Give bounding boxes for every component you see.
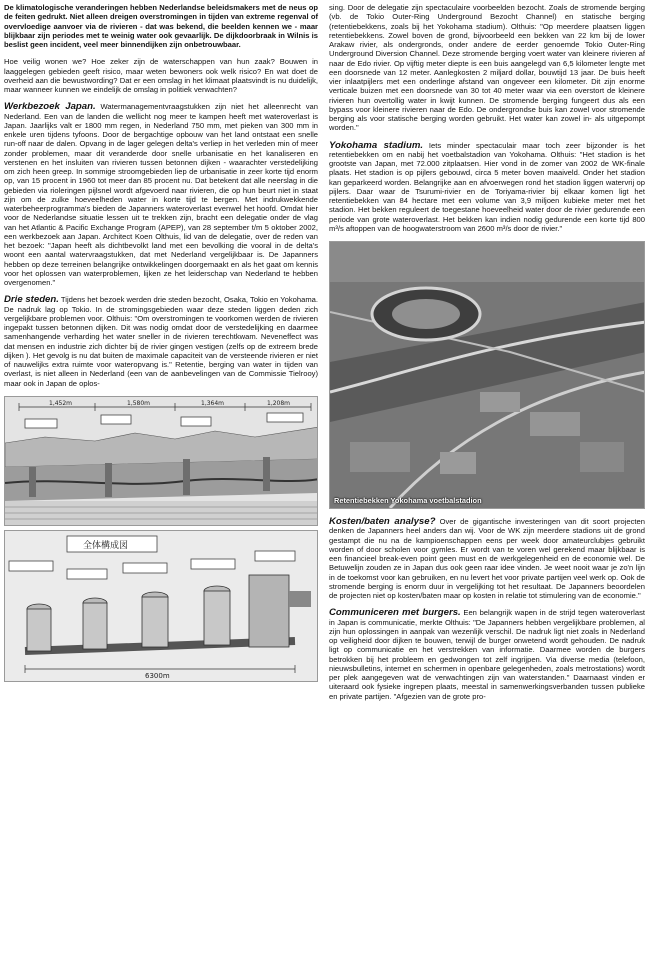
section-kosten (329, 517, 645, 600)
intro-paragraph: De klimatologische veranderingen hebben Nederlandse beleidsmakers met de neus op de feiten gedrukt. Niet alleen dreigen overstromingen in tijden van extreme regenval of overvloedige aanvoer via de rivieren - dat was bekend, die beelden kennen we - maar blijkbaar zijn periodes met te weinig water ook gevaarlijk. De dijkdoorbraak in Wilnis is beslist geen incident, veel meer binnendijken zijn onbetrouwbaar. (4, 3, 318, 49)
distance-label-3: 1,364m (201, 399, 225, 407)
total-length-label: 6300m (145, 671, 170, 680)
photo-caption: Retentiebekken Yokohama voetbalstadion (334, 495, 482, 505)
overall-structure-diagram (4, 530, 318, 682)
questions-paragraph: Hoe veilig wonen we? Hoe zeker zijn de waterschappen van hun zaak? Bouwen in laaggelegen gebieden geeft risico, maar weten bewoners ook welk risico? En wat doet de overheid aan die bewustwording? Dat er een omslag in het klimaat plaatsvindt is nu duidelijk, maar wanneer kunnen we eindelijk de omslag in politiek verwachten? (4, 57, 318, 94)
section-werkbezoek (4, 102, 318, 287)
text-drie-steden: Tijdens het bezoek werden drie steden bezocht, Osaka, Tokio en Yokohama. De nadruk lag op Tokio. In de stromingsgebieden waar deze steden liggen deden zich vergelijkbare problemen voor. Olthuis: "Om overstromingen te voorkomen werden de rivieren ingepakt tussen betonnen dijken. Dit was nodig omdat door de verstedelijking en daarmee samenhangende verharding het water sneller in de rivieren terechtkwam. Neveneffect was dat mensen en industrie zich dichter bij de rivier gingen vestigen (zelfs op de extreem brede dijken ). Het gevolg is nu dat buiten de maximale capaciteit van de versteende rivieren er niet of nauwelijks extra ruimte voor wateropvang is." Retentie, berging van water in tijden van overlast, is niet alleen in Nederland (een van de aanbevelingen van de Commissie Tielrooy) maar ook in Japan de oplos- (4, 295, 318, 388)
section-drie-steden (4, 295, 318, 388)
heading-drie-steden: Drie steden. (4, 294, 59, 306)
distance-label-2: 1,580m (127, 399, 151, 407)
right-column (329, 0, 645, 709)
distance-label-4: 1,208m (267, 399, 291, 407)
heading-kosten: Kosten/baten analyse? (329, 516, 436, 527)
section-yokohama (329, 141, 645, 234)
heading-yokohama: Yokohama stadium. (329, 139, 424, 151)
continuation-paragraph: sing. Door de delegatie zijn spectaculaire voorbeelden bezocht. Zoals de stromende berging (vb. de Tokio Outer-Ring Underground Bezocht Channel) en statische berging (retentiebekkens, zoals bij het Yokohama stadium). Olthuis: "Op meerdere plaatsen liggen retentiebekkens. Zowel boven de grond, bijvoorbeeld een bekken van 22 km bij de lower Arakaw rivier, als ondergronds, onder andere de eerder genoemde Tokio Outer-Ring Underground Diversion Channel. Deze stromende berging voert water van kleinere rivieren af naar de Edo rivier. Op vijftig meter diepte is een buis aangelegd van 6,5 kilometer lengte met een doorsnede van 12 meter. Aanlegkosten 2 miljard dollar, bouwtijd 13 jaar. De buis heeft vier inlaatpijlers met een onderlinge afstand van ongeveer een kilometer. Dit zijn enorme verticale buizen met een doorsnede van 30 tot 40 meter waar via een overstort de kleinere rivieren hun overtollig water in kwijt kunnen. De stromende berging fungeert dus als een bypass voor kleinere rivieren naar de Edo. De ondergrondse buis kan zowel voor stromende berging als voor statische berging worden gebruikt. Het water kan zowel in- als uitgepompt worden." (329, 3, 645, 133)
text-yokohama: Iets minder spectaculair maar toch zeer bijzonder is het retentiebekken om en nabij het voetbalstadion van Yokohama. Olthuis: "Het stadion is het grootste van Japan, met 72.000 zitplaatsen. Hier vond in de zomer van 2002 de WK-finale plaats. Het stadion is op pijlers gebouwd, circa 5 meter boven maaiveld. Onder het stadion kan geparkeerd worden. Belangrijke aan en afvoerwegen rond het stadion liggen watervrij op pijlers. Daar waar de Tsurumi-rivier en de Toriyama-rivier bij elkaar komen ligt het retentiebekken van 84 hectare met een volume van 3,9 miljoen kubieke meter met het stadion. Het bekken reguleert de toegestane hoeveelheid water door de rivier gedurende een periode van grote wateroverlast. Het bekken kan indien nodig gedurende een korte tijd 800 m³/s aftoppen van de hoogwaterstroom van 2600 m³/s door de rivier." (329, 140, 645, 233)
text-kosten: Over de gigantische investeringen van dit soort projecten denken de Japanners heel anders dan wij. Voor de WK zijn meerdere stadions uit de grond gestampt die nu na de kampioenschappen eens per week door amateurclubjes gebruikt worden of door scholen voor gymles. Er wordt van te voren wel gerekend maar blijkbaar is een financieel break-even point geen must en de werkgelegenheid en de economie wel. De Betuwelijn zouden ze in Japan dus ook geen raar idee vinden. Je weet nooit waar je zo'n lijn in de toekomst voor kan gebruiken, en nu levert het voor private partijen veel werk op. Ook de stromende berging is enorm duur in vergelijking tot het resultaat. De Japanners beoordelen de projecten niet op kosten/baten maar op kosten in relatie tot stimulering van de economie." (329, 517, 645, 600)
heading-werkbezoek: Werkbezoek Japan. (4, 101, 96, 113)
section-burgers (329, 608, 645, 701)
distance-label-1: 1,452m (49, 399, 73, 407)
diagram-title: 全体構成図 (83, 540, 129, 551)
text-burgers: Een belangrijk wapen in de strijd tegen wateroverlast in Japan is communicatie, merkte Olthuis: "De Japanners hebben vergelijkbare problemen, al zijn hun oplossingen in aanpak van wezenlijk verschil. De nadruk ligt niet zoals in Nederland op veiligheid door dijken te bouwen, terwijl de burger onwetend wordt gehouden. De nadruk ligt op communicatie en het verstrekken van informatie. Daarmee worden de burgers betrokken bij het probleem en gedwongen tot zelf ingrijpen. Via diverse media (telefoon, nieuwsbulletins, internet en schermen in openbare gelegenheden, zoals metrostations) wordt per plek aangegeven wat de verwachtingen zijn van waterstanden." Daarnaast vinden er uiteraard ook fysieke ingrepen plaats, meestal in samenwerkingsverbanden tussen publieke en private partijen. "Afgezien van de grote pro- (329, 608, 645, 701)
text-werkbezoek: Watermanagementvraagstukken zijn niet het alleenrecht van Nederland. Een van de landen die wellicht nog meer te kampen heeft met wateroverlast is Japan. Jaarlijks valt er 1800 mm regen, in Nederland 750 mm, met pieken van 300 mm in enkele uren tijdens tyfoons. Door de bergachtige opbouw van het land ontstaat een snelle run-off naar de dalen. Opvang in de lager gelegen delta's verliep in het verleden min of meer zonder problemen, maar dit veranderde door snelle urbanisatie en het kanaliseren en verstenen en het insluiten van rivieren tussen betonnen dijken - waarachter verstedelijking om zich heen greep. In sommige stroomgebieden liep de urbanisatie in zeer korte tijd enorm op, van 15 procent in 1960 tot meer dan 85 procent nu. Dat betekent dat alle neerslag in die gebieden via rioleringen pijlsnel wordt afgevoerd naar rivieren, die op hun beurt niet in staat zijn om de zulke hoeveelheden water in korte tijd te bergen. Met indrukwekkende waterbeheerprogramma's bieden de Japanners wateroverlast evenwel het hoofd. Omdat hier voor de Nederlandse situatie lessen uit te trekken zijn, bracht een delegatie onder de vlag van het Atlantic & Pacific Exchange Program (APEP), van 28 september t/m 5 oktober 2002, een werkbezoek aan Japan. Architect Koen Olthuis, lid van de delegatie, over de reden van het bezoek: "Japan heeft als dichtbevolkt land met een bevolking die vooral in de delta's woont een aantal watervraagstukken, dat met Nederland vergelijkbaar is. De Japanners hebben op deze terreinen belangrijke ontwikkelingen doorgemaakt en als het gaat om kennis voor het oplossen van waterproblemen, lijken ze het leiderschap van Nederland te hebben overgenomen." (4, 102, 318, 287)
left-column (4, 0, 318, 682)
stadium-aerial-photo (329, 241, 645, 509)
heading-burgers: Communiceren met burgers. (329, 607, 461, 619)
cross-section-diagram (4, 396, 318, 526)
